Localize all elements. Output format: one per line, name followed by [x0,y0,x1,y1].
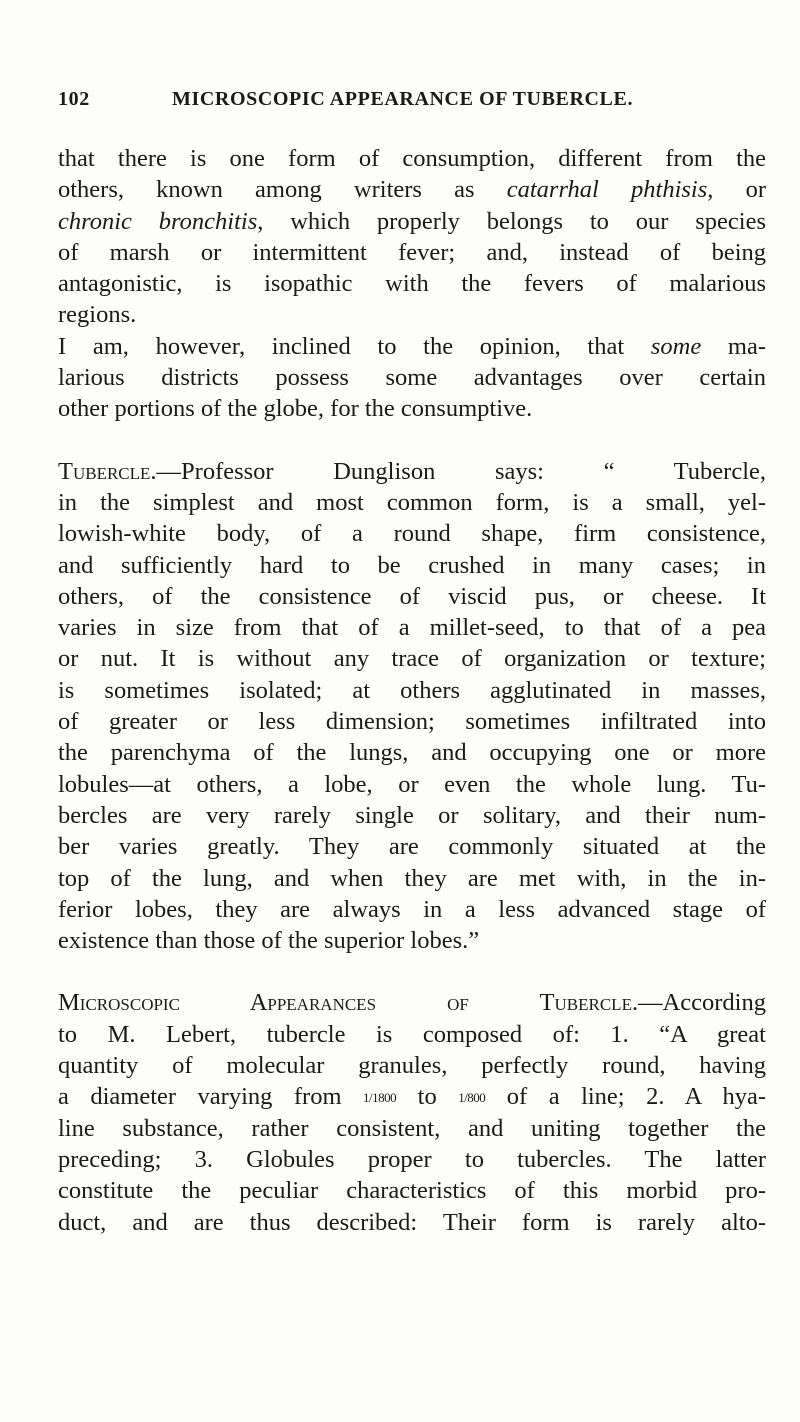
fraction-small: 1/1800 [363,1090,397,1106]
text-line: Tubercle.—Professor Dunglison says: “ Tubercle, [58,457,766,485]
text-line: line substance, rather consistent, and uniting together the [58,1114,766,1142]
fraction-large: 1/800 [458,1090,486,1106]
text-line: of marsh or intermittent fever; and, instead of being [58,238,766,266]
page-number: 102 [58,88,90,110]
text-line: others, known among writers as catarrhal phthisis, or [58,176,766,204]
text-line: that there is one form of consumption, different from the [58,145,766,172]
running-head [58,88,758,124]
text-line: lobules—at others, a lobe, or even the whole lung. Tu- [58,770,766,798]
paragraph-opinion [58,331,766,425]
text-line: ber varies greatly. They are commonly situated at the [58,833,766,861]
section-heading-microscopic: Microscopic Appearances of Tubercle. [58,989,639,1017]
body-text [58,143,766,1238]
text-line: bercles are very rarely single or solitary, and their num- [58,801,766,829]
section-heading-tubercle: Tubercle. [58,457,157,485]
text-line: top of the lung, and when they are met with, in the in- [58,864,766,892]
paragraph-microscopic-appearances [58,987,766,1237]
paragraph-consumption [58,143,766,331]
text-line: a diameter varying from 1/1800 to 1/800 of a line; 2. A hya- [58,1083,766,1111]
paragraph-tubercle [58,456,766,957]
italic-term: chronic bronchitis [58,207,258,235]
text-line: lowish-white body, of a round shape, firm consistence, [58,520,766,548]
text-line: to M. Lebert, tubercle is composed of: 1. “A great [58,1020,766,1048]
text-line: ferior lobes, they are always in a less advanced stage of [58,895,766,923]
text-line: quantity of molecular granules, perfectly round, having [58,1052,766,1080]
text-line: of greater or less dimension; sometimes infiltrated into [58,708,766,736]
text-line: duct, and are thus described: Their form is rarely alto- [58,1208,766,1236]
text-line: and sufficiently hard to be crushed in many cases; in [58,551,766,579]
text-line: is sometimes isolated; at others agglutinated in masses, [58,676,766,704]
italic-term: catarrhal phthisis [506,176,708,204]
text-line: Microscopic Appearances of Tubercle.—According [58,989,766,1017]
text-line: preceding; 3. Globules proper to tubercles. The latter [58,1145,766,1173]
text-line: existence than those of the superior lobes.” [58,927,480,955]
italic-term: some [650,332,702,360]
text-line: others, of the consistence of viscid pus, or cheese. It [58,582,766,610]
text-line: the parenchyma of the lungs, and occupying one or more [58,739,766,767]
running-title: MICROSCOPIC APPEARANCE OF TUBERCLE. [172,88,634,110]
text-line: chronic bronchitis, which properly belongs to our species [58,207,766,235]
text-line: constitute the peculiar characteristics of this morbid pro- [58,1177,766,1205]
text-line: regions. [58,301,137,329]
text-line: or nut. It is without any trace of organization or texture; [58,645,766,673]
text-line: in the simplest and most common form, is a small, yel- [58,488,766,516]
text-line: antagonistic, is isopathic with the fevers of malarious [58,270,766,298]
text-line: larious districts possess some advantages over certain [58,364,766,392]
text-line: other portions of the globe, for the consumptive. [58,395,533,423]
text-line: I am, however, inclined to the opinion, that some ma- [58,332,766,360]
text-line: varies in size from that of a millet-seed, to that of a pea [58,614,766,642]
